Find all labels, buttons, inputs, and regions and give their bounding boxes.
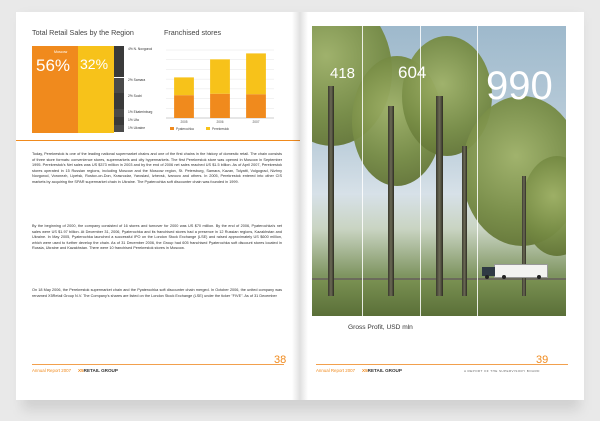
bar-perekrestok xyxy=(210,59,230,93)
tree-trunk xyxy=(436,96,443,296)
footer-logo xyxy=(362,368,402,373)
treemap-moscow-pct: 56% xyxy=(36,56,71,75)
body-paragraph-1: Today, Perekrestok is one of the leading national supermarket chains and one of the first chains in the history of domestic retail. The chain consists of three store formats: convenience stores, supermarkets and city hypermarkets. The first Perekrestok store was opened in Moscow in September 1995. Perekrestok's Net sales was US $373 million in 2003 and by the end of 2006 net sales reached US $1.5 billion. As of April 2007, Perekrestok stores operated in 15 Russian regions, including Moscow and the Moscow region, St. Petersburg, Samara, Kazan, Tolyatti, Volgograd, Nizhny Novgorod, Voronezh, Lipetsk, Rostov-on-Don, Krasnodar, Yaroslavl, Izhevsk, Ivanovo and others. In 2005, Perekrestok entered into other CIS markets by acquiring the SPAR supermarket chain in Ukraine. The Pyaterochka soft discounter chain was founded in 1999. xyxy=(32,152,282,184)
bar-divider xyxy=(477,26,478,316)
bar-perekrestok xyxy=(246,53,266,94)
bar-pyaterochka xyxy=(246,94,266,118)
franchised-stores-bar-chart xyxy=(162,46,278,136)
footer-subtitle: A REPORT OF THE SUPERVISORY BOARD xyxy=(464,369,540,373)
logo-text: RETAIL GROUP xyxy=(83,368,118,373)
treemap-small-region-block xyxy=(114,46,124,77)
right-page xyxy=(300,12,584,400)
treemap-small-region-label: 4% N. Novgorod xyxy=(128,46,153,51)
treemap-title: Total Retail Sales by the Region xyxy=(32,28,134,37)
treemap-small-region-label: 2% Sochi xyxy=(128,93,142,98)
x-tick-label: 2007 xyxy=(252,120,260,124)
legend-swatch xyxy=(206,127,210,130)
footer-logo xyxy=(78,368,118,373)
treemap-small-region-block xyxy=(114,109,124,116)
tree-trunk xyxy=(522,176,526,296)
page-number: 38 xyxy=(274,354,287,366)
bar-pyaterochka xyxy=(210,94,230,118)
x-tick-label: 2005 xyxy=(180,120,188,124)
tree-trunk xyxy=(462,146,467,296)
treemap-small-region-block xyxy=(114,93,124,108)
x-tick-label: 2006 xyxy=(216,120,224,124)
footer-rule xyxy=(32,364,284,365)
page-number: 39 xyxy=(536,354,549,366)
treemap-small-region-block xyxy=(114,125,124,132)
logo-mark: X5 xyxy=(362,368,368,373)
treemap-small-region-label: 1% Ukraine xyxy=(128,125,146,130)
body-paragraph-2: By the beginning of 2000, the company consisted of 16 stores and turnover for 2000 was US $70 million. By the end of 2006, Pyaterochka's net sales were US $1.97 billion. At December 31, 2006, Pyaterochka and its franchised stores had a presence in 12 Russian regions, Kazakhstan and Ukraine. In May 2005, Pyaterochka launched a successful IPO on the London Stock Exchange (LSE) and raised approximately US $600 million, which were used to further develop the chain. As of 31 December 2006, the Group had 605 franchised Pyaterochka soft discount stores located in Russia, Ukraine and Kazakhstan. There were 10 franchised Perekrestok stores in Moscow. xyxy=(32,224,282,251)
photo-caption: Gross Profit, USD mln xyxy=(348,324,413,331)
tree-trunk xyxy=(388,106,394,296)
legend-label: Pyaterochka xyxy=(176,127,194,131)
legend-label: Perekrestok xyxy=(212,127,230,131)
treemap-small-region-block xyxy=(114,78,124,93)
gross-profit-value: 604 xyxy=(398,63,427,82)
bar-pyaterochka xyxy=(174,95,194,118)
section-divider xyxy=(16,140,300,141)
treemap-small-region-label: 1% Ekaterinburg xyxy=(128,109,153,114)
treemap-peter-pct: 32% xyxy=(80,56,109,72)
spine-gutter xyxy=(292,12,308,400)
truck-cab xyxy=(482,267,495,276)
left-page xyxy=(16,12,300,400)
gross-profit-value: 990 xyxy=(486,64,553,108)
logo-mark: X5 xyxy=(78,368,84,373)
bar-perekrestok xyxy=(174,77,194,95)
truck-wheel xyxy=(485,275,489,279)
treemap-small-region-block xyxy=(114,117,124,124)
treemap-small-region-label: 2% Samara xyxy=(128,78,146,83)
gross-profit-value: 418 xyxy=(330,65,356,82)
truck-wheel xyxy=(502,275,506,279)
bar-divider xyxy=(362,26,363,316)
treemap-moscow-label: Moscow xyxy=(54,50,68,54)
legend-swatch xyxy=(170,127,174,130)
footer-rule xyxy=(316,364,568,365)
body-paragraph-3: On 18 May 2006, the Perekrestok supermarket chain and the Pyaterochka soft discounter chain merged. In October 2006, the united company was renamed X5Retail Group N.V. The Company's shares are listed on the London Stock Exchange (LSE) under the ticker "FIVE". As of 31 December xyxy=(32,288,282,298)
footer-report-title: Annual Report 2007 xyxy=(32,368,72,373)
cover-photo-trees xyxy=(312,26,566,316)
tree-trunk xyxy=(328,86,334,296)
truck-wheel xyxy=(537,275,541,279)
bar-chart-title: Franchised stores xyxy=(164,28,222,37)
footer-report-title: Annual Report 2007 xyxy=(316,368,356,373)
logo-text: RETAIL GROUP xyxy=(367,368,402,373)
treemap-small-region-label: 1% Ufa xyxy=(128,117,139,122)
